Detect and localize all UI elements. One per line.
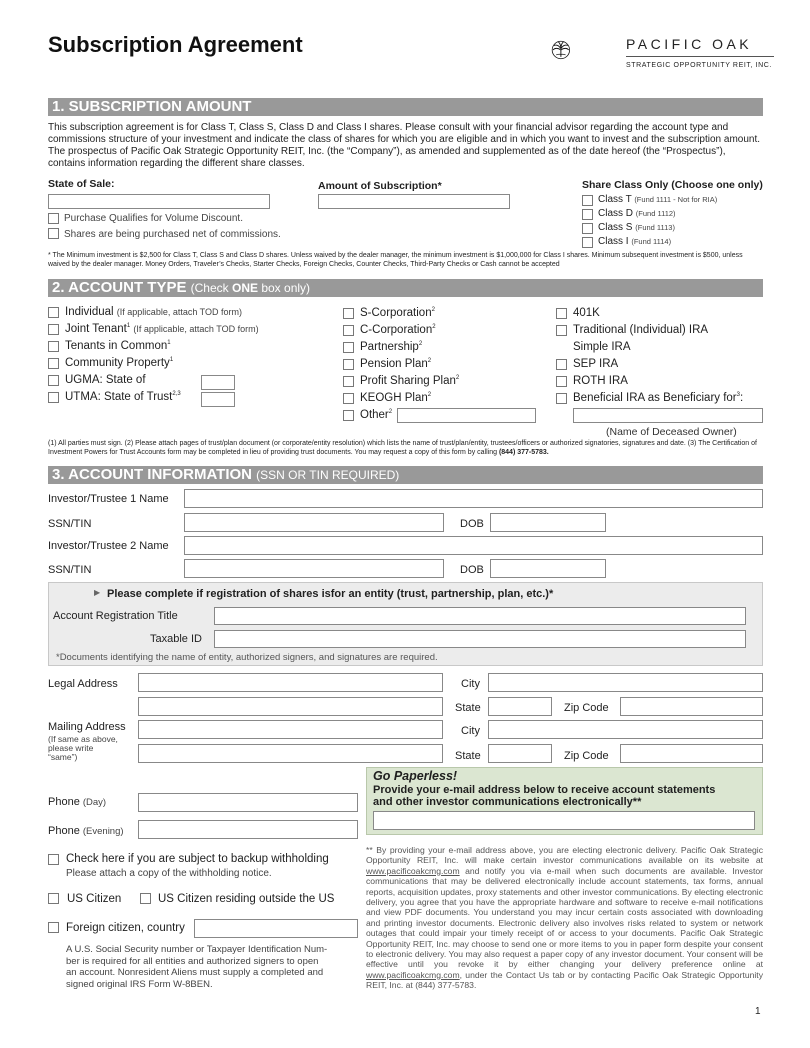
other-checkbox[interactable] — [343, 410, 354, 421]
keogh-plan-checkbox[interactable] — [343, 393, 354, 404]
triangle-right-icon: ▶ — [94, 588, 101, 597]
tenants-common-label: Tenants in Common$^1$ — [65, 340, 171, 352]
us-citizen-checkbox[interactable] — [48, 893, 59, 904]
class-d-checkbox[interactable] — [582, 209, 593, 220]
share-class-label: Share Class Only (Choose one only) — [582, 179, 763, 191]
backup-withholding-label: Check here if you are subject to backup withholding — [66, 853, 329, 865]
401k-checkbox[interactable] — [556, 308, 567, 319]
deceased-owner-input[interactable] — [573, 408, 763, 423]
s-corporation-label: S-Corporation$^2$ — [360, 307, 435, 319]
investor1-label: Investor/Trustee 1 Name — [48, 493, 169, 505]
utma-state-input[interactable] — [201, 392, 235, 407]
state-of-sale-input[interactable] — [48, 194, 270, 209]
class-t-label: Class T (Fund 1111 - Not for RIA) — [598, 194, 718, 205]
investor2-name-input[interactable] — [184, 536, 763, 555]
mailing-city-input[interactable] — [488, 720, 763, 739]
traditional-ira-label: Traditional (Individual) IRA — [573, 324, 709, 336]
us-citizen-label: US Citizen — [67, 893, 122, 905]
class-s-checkbox[interactable] — [582, 223, 593, 234]
ssn2-label: SSN/TIN — [48, 564, 92, 576]
amount-label: Amount of Subscription* — [318, 180, 442, 192]
amount-input[interactable] — [318, 194, 510, 209]
mailing-state-input[interactable] — [488, 744, 552, 763]
sep-ira-checkbox[interactable] — [556, 359, 567, 370]
ssn1-label: SSN/TIN — [48, 518, 92, 530]
s-corporation-checkbox[interactable] — [343, 308, 354, 319]
401k-label: 401K — [573, 307, 600, 319]
simple-ira-label: Simple IRA — [573, 341, 631, 353]
phone-day-input[interactable] — [138, 793, 358, 812]
mailing-zip-input[interactable] — [620, 744, 763, 763]
section3-heading: 3. ACCOUNT INFORMATION (SSN OR TIN REQUIRED) — [48, 466, 763, 484]
backup-withholding-checkbox[interactable] — [48, 854, 59, 865]
mailing-address-line1-input[interactable] — [138, 720, 443, 739]
other-input[interactable] — [397, 408, 536, 423]
legal-state-label: State — [455, 702, 481, 714]
email-input[interactable] — [373, 811, 755, 830]
phone-evening-input[interactable] — [138, 820, 358, 839]
taxable-id-input[interactable] — [214, 630, 746, 648]
class-i-checkbox[interactable] — [582, 237, 593, 248]
legal-address-label: Legal Address — [48, 678, 118, 690]
ssn2-input[interactable] — [184, 559, 444, 578]
us-outside-checkbox[interactable] — [140, 893, 151, 904]
legal-city-label: City — [461, 678, 480, 690]
dob2-input[interactable] — [490, 559, 606, 578]
class-t-checkbox[interactable] — [582, 195, 593, 206]
entity-note: *Documents identifying the name of entity, authorized signers, and signatures are required. — [56, 652, 438, 663]
ssn-requirement-note: A U.S. Social Security number or Taxpayer Identification Num- ber is required for all entities and authorized signers to open an account. Nonresident Aliens must supply a completed and signed original IRS Form W-8BEN. — [66, 944, 328, 990]
ugma-label: UGMA: State of — [65, 374, 146, 386]
pension-plan-label: Pension Plan$^2$ — [360, 358, 432, 370]
legal-city-input[interactable] — [488, 673, 763, 692]
c-corporation-checkbox[interactable] — [343, 325, 354, 336]
utma-checkbox[interactable] — [48, 392, 59, 403]
section1-heading: 1. SUBSCRIPTION AMOUNT — [48, 98, 763, 116]
community-property-label: Community Property$^1$ — [65, 357, 174, 369]
net-commissions-checkbox[interactable] — [48, 228, 59, 239]
phone-day-label: Phone (Day) — [48, 796, 107, 808]
community-property-checkbox[interactable] — [48, 358, 59, 369]
joint-tenant-label: Joint Tenant$^1$ (If applicable, attach TOD form) — [65, 323, 259, 335]
partnership-checkbox[interactable] — [343, 342, 354, 353]
beneficial-ira-checkbox[interactable] — [556, 393, 567, 404]
section2-footnote: (1) All parties must sign. (2) Please attach pages of trust/plan document (or corporate/entity resolution) which lists the name of trust/plan/entity, trustees/officers or authorized signatories, signatures and date. (3) The Certification of Investment Powers for Trust Accounts form may be completed in lieu of providing trust documents. You may request a copy of this form by calling (844) 377-5783. — [48, 440, 757, 456]
section1-intro: This subscription agreement is for Class T, Class S, Class D and Class I shares. Please consult with your financial advisor regarding the account type and commissions structure of your investment and indicate the class of shares for which you are eligible and in which you want to invest and the subscription amount. The prospectus of Pacific Oak Strategic Opportunity REIT, Inc. (the “Company”), as amended and supplemented as of the date hereof (the “Prospectus”), contains information regarding the different share classes. — [48, 122, 761, 169]
dob1-label: DOB — [460, 518, 484, 530]
utma-label: UTMA: State of Trust$^{2,3}$ — [65, 391, 181, 403]
dob1-input[interactable] — [490, 513, 606, 532]
backup-withholding-note: Please attach a copy of the withholding notice. — [66, 868, 272, 879]
foreign-citizen-label: Foreign citizen, country — [66, 922, 185, 934]
dob2-label: DOB — [460, 564, 484, 576]
electronic-delivery-disclosure: ** By providing your e-mail address above, you are electing electronic delivery. Pacific Oak Strategic Opportunity REIT, Inc. will make certain investor communications available on its website at www.pacificoakcmg.com and notify you via e-mail when such documents are available. Investor communications that may be delivered electronically include account statements, tax forms, annual reports, acquisition updates, proxy statements and other investor communications. By electing electronic delivery, you agree that you have the appropriate hardware and software to receive e-mail notifications and view PDF documents. You understand you may incur certain costs associated with downloading and printing investor documents. Electronic delivery also involves risks related to system or network outages that could impair your timely receipt of or access to your documents. Pacific Oak Strategic Opportunity REIT, Inc. may choose to send one or more items to you in paper form despite your consent to electronic delivery. You may also request a paper copy of any investor document. Your consent will be effective until you revoke it by either changing your delivery preference online at www.pacificoakcmg.com, under the Contact Us tab or by contacting Pacific Oak Strategic Opportunity REIT, Inc. at (844) 377-5783. — [366, 845, 763, 991]
ugma-state-input[interactable] — [201, 375, 235, 390]
mailing-address-line2-input[interactable] — [138, 744, 443, 763]
investor1-name-input[interactable] — [184, 489, 763, 508]
registration-title-input[interactable] — [214, 607, 746, 625]
roth-ira-label: ROTH IRA — [573, 375, 628, 387]
mailing-city-label: City — [461, 725, 480, 737]
other-label: Other$^2$ — [360, 409, 393, 421]
tenants-common-checkbox[interactable] — [48, 341, 59, 352]
mailing-state-label: State — [455, 750, 481, 762]
ugma-checkbox[interactable] — [48, 375, 59, 386]
us-outside-label: US Citizen residing outside the US — [158, 893, 335, 905]
roth-ira-checkbox[interactable] — [556, 376, 567, 387]
website-link-2[interactable]: www.pacificoakcmg.com — [366, 969, 460, 980]
logo-divider — [626, 56, 774, 57]
traditional-ira-checkbox[interactable] — [556, 325, 567, 336]
section1-footnote: * The Minimum investment is $2,500 for Class T, Class S and Class D shares. Unless waived by the dealer manager, the minimum investment is $1,000,000 for Class I shares. Minimum subsequent investment is $500, unless waived by the dealer manager. Money Orders, Traveler’s Checks, Starter Checks, Foreign Checks, Counter Checks, Third-Party Checks or Cash cannot be accepted — [48, 252, 743, 268]
c-corporation-label: C-Corporation$^2$ — [360, 324, 436, 336]
page-number: 1 — [755, 1006, 761, 1017]
class-s-label: Class S (Fund 1113) — [598, 222, 675, 233]
ssn1-input[interactable] — [184, 513, 444, 532]
mailing-address-note: (If same as above, please write “same”) — [48, 734, 118, 762]
legal-address-line1-input[interactable] — [138, 673, 443, 692]
page-title: Subscription Agreement — [48, 32, 303, 57]
website-link[interactable]: www.pacificoakcmg.com — [366, 865, 460, 876]
profit-sharing-label: Profit Sharing Plan$^2$ — [360, 375, 460, 387]
foreign-citizen-checkbox[interactable] — [48, 922, 59, 933]
investor2-label: Investor/Trustee 2 Name — [48, 540, 169, 552]
section2-heading: 2. ACCOUNT TYPE (Check ONE box only) — [48, 279, 763, 297]
volume-discount-label: Purchase Qualifies for Volume Discount. — [64, 213, 243, 224]
logo-brand: PACIFIC OAK — [626, 36, 753, 52]
go-paperless-title: Go Paperless! — [373, 769, 458, 783]
phone-evening-label: Phone (Evening) — [48, 825, 124, 837]
mailing-address-label: Mailing Address — [48, 721, 126, 733]
sep-ira-label: SEP IRA — [573, 358, 619, 370]
individual-checkbox[interactable] — [48, 307, 59, 318]
logo-subtitle: STRATEGIC OPPORTUNITY REIT, INC. — [626, 62, 772, 69]
beneficial-ira-label: Beneficial IRA as Beneficiary for$^3$: — [573, 392, 744, 404]
class-i-label: Class I (Fund 1114) — [598, 236, 672, 247]
oak-tree-logo-icon — [550, 20, 620, 80]
net-commissions-label: Shares are being purchased net of commissions. — [64, 229, 281, 240]
legal-address-line2-input[interactable] — [138, 697, 443, 716]
pension-plan-checkbox[interactable] — [343, 359, 354, 370]
foreign-country-input[interactable] — [194, 919, 358, 938]
legal-state-input[interactable] — [488, 697, 552, 716]
keogh-plan-label: KEOGH Plan$^2$ — [360, 392, 432, 404]
mailing-zip-label: Zip Code — [564, 750, 609, 762]
taxable-id-label: Taxable ID — [150, 633, 202, 645]
class-d-label: Class D (Fund 1112) — [598, 208, 676, 219]
entity-heading: Please complete if registration of shares isfor an entity (trust, partnership, plan, etc.)* — [107, 588, 554, 600]
legal-zip-label: Zip Code — [564, 702, 609, 714]
partnership-label: Partnership$^2$ — [360, 341, 423, 353]
legal-zip-input[interactable] — [620, 697, 763, 716]
deceased-owner-label: (Name of Deceased Owner) — [606, 426, 737, 438]
profit-sharing-checkbox[interactable] — [343, 376, 354, 387]
go-paperless-text: Provide your e-mail address below to receive account statements and other investor communications electronically** — [373, 784, 716, 808]
volume-discount-checkbox[interactable] — [48, 213, 59, 224]
registration-title-label: Account Registration Title — [53, 610, 178, 622]
joint-tenant-checkbox[interactable] — [48, 324, 59, 335]
state-of-sale-label: State of Sale: — [48, 178, 115, 190]
individual-label: Individual (If applicable, attach TOD form) — [65, 306, 243, 318]
